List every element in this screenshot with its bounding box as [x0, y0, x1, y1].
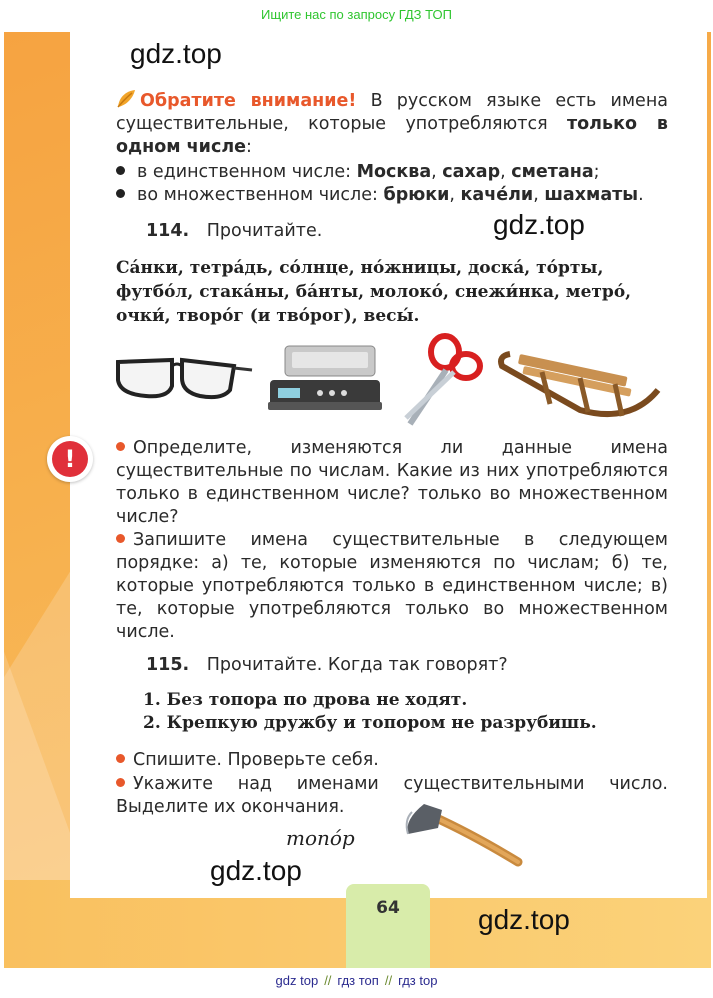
axe-image	[402, 800, 524, 868]
footer-link[interactable]: gdz top	[275, 973, 319, 988]
word: шахматы	[544, 185, 639, 205]
sled-image	[501, 354, 658, 416]
proverb-text: 2. Крепкую дружбу и топором не разруб	[143, 713, 549, 733]
watermark: gdz.top	[478, 904, 570, 935]
task-114-2	[116, 529, 668, 644]
note-colon: :	[246, 137, 252, 157]
exercise-instruction: Прочитайте.	[206, 221, 323, 241]
note-bullet-plural: во множественном числе: брюки, качéли, шахматы.	[116, 184, 676, 207]
footer-link[interactable]: гдз top	[398, 973, 438, 988]
task-bullet-icon	[116, 754, 125, 763]
task-bullet-icon	[116, 778, 125, 787]
page-number-text: 64	[376, 898, 400, 918]
watermark: gdz.top	[493, 209, 585, 240]
word-line: футбóл, стакáны, бáнты, молокó, снежи́нка, метрó,	[116, 282, 632, 302]
proverb-text: 1. Без топора по дрова не ход	[143, 690, 439, 710]
task-bullet-icon	[116, 534, 125, 543]
exercise-114-words	[116, 256, 668, 328]
handwritten-word: топóр	[286, 826, 355, 850]
exclamation-icon: !	[52, 441, 88, 477]
task-115-2	[116, 773, 668, 819]
proverb-ending: ят.	[438, 690, 468, 710]
footer-separator: //	[324, 973, 332, 988]
word: качéли	[460, 185, 534, 205]
top-banner[interactable]: Ищите нас по запросу ГДЗ ТОП	[261, 7, 452, 22]
word: Москва	[356, 162, 432, 182]
exercise-115-header	[146, 655, 508, 675]
word: сметана	[511, 162, 594, 182]
bullet-dot	[116, 166, 125, 175]
note-bold: только в одном числе	[116, 114, 668, 157]
task-114-1	[116, 437, 668, 529]
scales-image	[268, 346, 382, 410]
task-text: Определите, изменяются ли данные имена существительные по числам. Какие из них употребляются только в единственном числе? только во множественном числе?	[116, 438, 668, 527]
word: брюки	[383, 185, 450, 205]
footer-separator: //	[384, 973, 393, 988]
proverb-2	[143, 713, 597, 733]
scissors-image	[406, 336, 480, 424]
task-text: Запишите имена существительные в следующем порядке: а) те, которые изменяются по числам; б) те, которые употребляются только в единственном числе; в) те, которые употребляются только во множественном числе.	[116, 530, 668, 642]
bullet-text: в единственном числе:	[137, 162, 351, 182]
proverb-1	[143, 690, 467, 710]
exercise-114-header	[146, 221, 322, 241]
bullet-text: во множественном числе:	[137, 185, 378, 205]
word-line: очки́, творóг (и твóрог), весы́.	[116, 306, 420, 326]
glasses-image	[118, 360, 252, 397]
note-heading: Обратите внимание!	[140, 91, 357, 111]
pictures-row	[110, 332, 680, 432]
task-bullet-icon	[116, 442, 125, 451]
task-text: Спишите. Проверьте себя.	[133, 750, 379, 770]
word-line: Сáнки, тетрáдь, сóлнце, нóжницы, доскá, тóрты,	[116, 258, 604, 278]
page-number	[346, 884, 430, 968]
watermark: gdz.top	[130, 38, 222, 69]
task-text: Укажите над именами существительными число. Выделите их окончания.	[116, 774, 668, 817]
note-text: В русском языке есть имена существительные, которые употребляются	[116, 91, 668, 134]
task-115-1	[116, 749, 668, 772]
exercise-number: 115.	[146, 655, 190, 675]
bullet-dot	[116, 189, 125, 198]
note-bullet-singular: в единственном числе: Москва, сахар, сметана;	[116, 161, 676, 184]
warning-badge	[47, 436, 93, 482]
proverb-ending: ишь.	[548, 713, 597, 733]
exercise-number: 114.	[146, 221, 190, 241]
attention-note	[116, 90, 668, 159]
word: сахар	[442, 162, 501, 182]
exercise-instruction: Прочитайте. Когда так говорят?	[206, 655, 508, 675]
footer-links	[0, 968, 713, 998]
watermark: gdz.top	[210, 855, 302, 886]
footer-link[interactable]: гдз топ	[337, 973, 379, 988]
